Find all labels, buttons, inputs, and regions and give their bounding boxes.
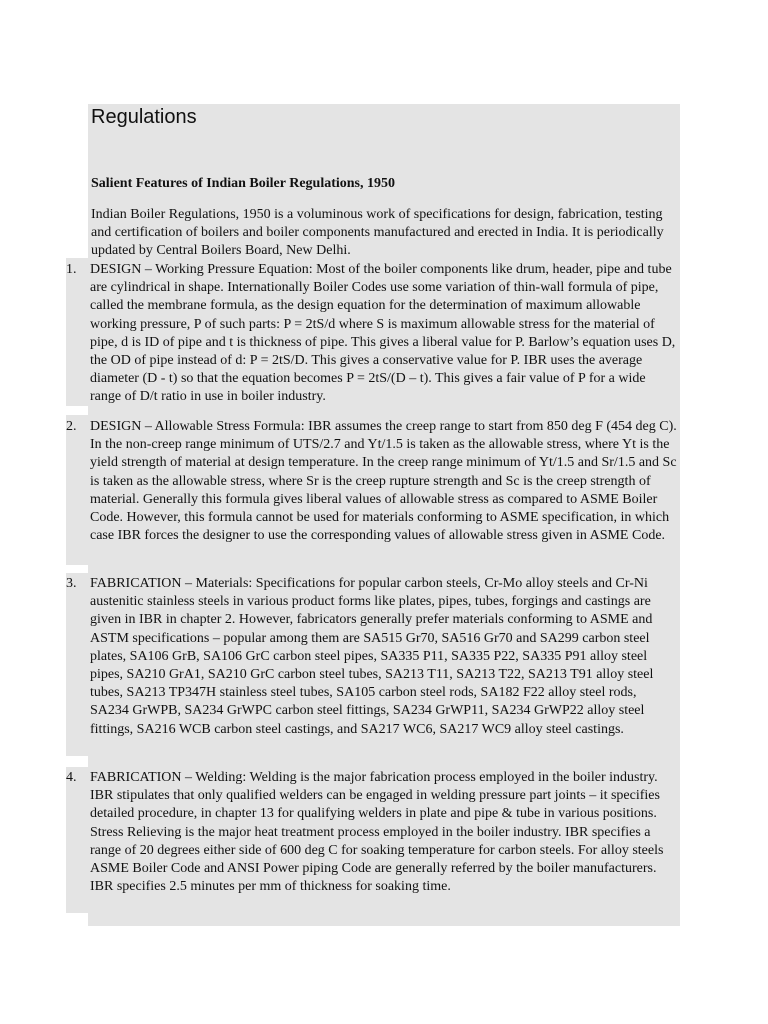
list-item-number: 1. [66, 262, 77, 277]
section-heading: Salient Features of Indian Boiler Regulations, 1950 [91, 176, 396, 191]
list-item-text: DESIGN – Allowable Stress Formula: IBR assumes the creep range to start from 850 deg F (454 deg C). In the non-creep range minimum of UTS/2.7 and Yt/1.5 is taken as the allowable stress, where Yt is the yield strength of material at design temperature. In the creep range minimum of Yt/1.5 and Sr/1.5 and Sc is taken as the allowable stress, where Sr is the creep rupture strength and Sc is the creep strength of material. Generally this formula gives liberal values of allowable stress as compared to ASME Boiler Code. However, this formula cannot be used for materials conforming to ASME specification, in which case IBR forces the designer to use the corresponding values of allowable stress given in ASME Code. [90, 419, 677, 544]
intro-paragraph: Indian Boiler Regulations, 1950 is a voluminous work of specifications for design, fabrication, testing and certification of boilers and boiler components manufactured and erected in India. It is periodically updated by Central Boilers Board, New Delhi. [91, 207, 664, 259]
list-item-text: FABRICATION – Welding: Welding is the major fabrication process employed in the boiler industry. IBR stipulates that only qualified welders can be engaged in welding pressure part joints – it specifies detailed procedure, in chapter 13 for qualifying welders in plate and pipe & tube in various positions. Stress Relieving is the major heat treatment process employed in the boiler industry. IBR specifies a range of 20 degrees either side of 600 deg C for soaking temperature for carbon steels. For alloy steels ASME Boiler Code and ANSI Power piping Code are generally referred by the boiler manufacturers. IBR specifies 2.5 minutes per mm of thickness for soaking time. [90, 770, 664, 895]
list-item [66, 418, 678, 545]
list-item-number: 3. [66, 576, 77, 591]
list-item-text: FABRICATION – Materials: Specifications for popular carbon steels, Cr-Mo alloy steels and Cr-Ni austenitic stainless steels in various product forms like plates, pipes, tubes, forgings and castings are given in IBR in chapter 2. However, fabricators generally prefer materials conforming to ASME and ASTM specifications – popular among them are SA515 Gr70, SA516 Gr70 and SA299 carbon steel plates, SA106 GrB, SA106 GrC carbon steel pipes, SA335 P11, SA335 P22, SA335 P91 alloy steel pipes, SA210 GrA1, SA210 GrC carbon steel tubes, SA213 T11, SA213 T22, SA213 T91 alloy steel tubes, SA213 TP347H stainless steel tubes, SA105 carbon steel rods, SA182 F22 alloy steel rods, SA234 GrWPB, SA234 GrWPC carbon steel fittings, SA234 GrWP11, SA234 GrWP22 alloy steel fittings, SA216 WCB carbon steel castings, and SA217 WC6, SA217 WC9 alloy steel castings. [90, 576, 654, 737]
list-item-number: 2. [66, 419, 77, 434]
list-item-text: DESIGN – Working Pressure Equation: Most of the boiler components like drum, header, pipe and tube are cylindrical in shape. Internationally Boiler Codes use some variation of thin-wall formula of pipe, called the membrane formula, as the design equation for the determination of maximum allowable working pressure, P of such parts: P = 2tS/d where S is maximum allowable stress for the material of pipe, d is ID of pipe and t is thickness of pipe. This gives a liberal value for P. Barlow’s equation uses D, the OD of pipe instead of d: P = 2tS/D. This gives a conservative value for P. IBR uses the average diameter (D - t) so that the equation becomes P = 2tS/(D – t). This gives a fair value of P for a wide range of D/t ratio in use in boiler industry. [90, 262, 676, 405]
list-item [66, 769, 678, 896]
list-item [66, 261, 678, 407]
page-title: Regulations [91, 106, 197, 128]
list-item [66, 575, 678, 739]
list-item-number: 4. [66, 770, 77, 785]
